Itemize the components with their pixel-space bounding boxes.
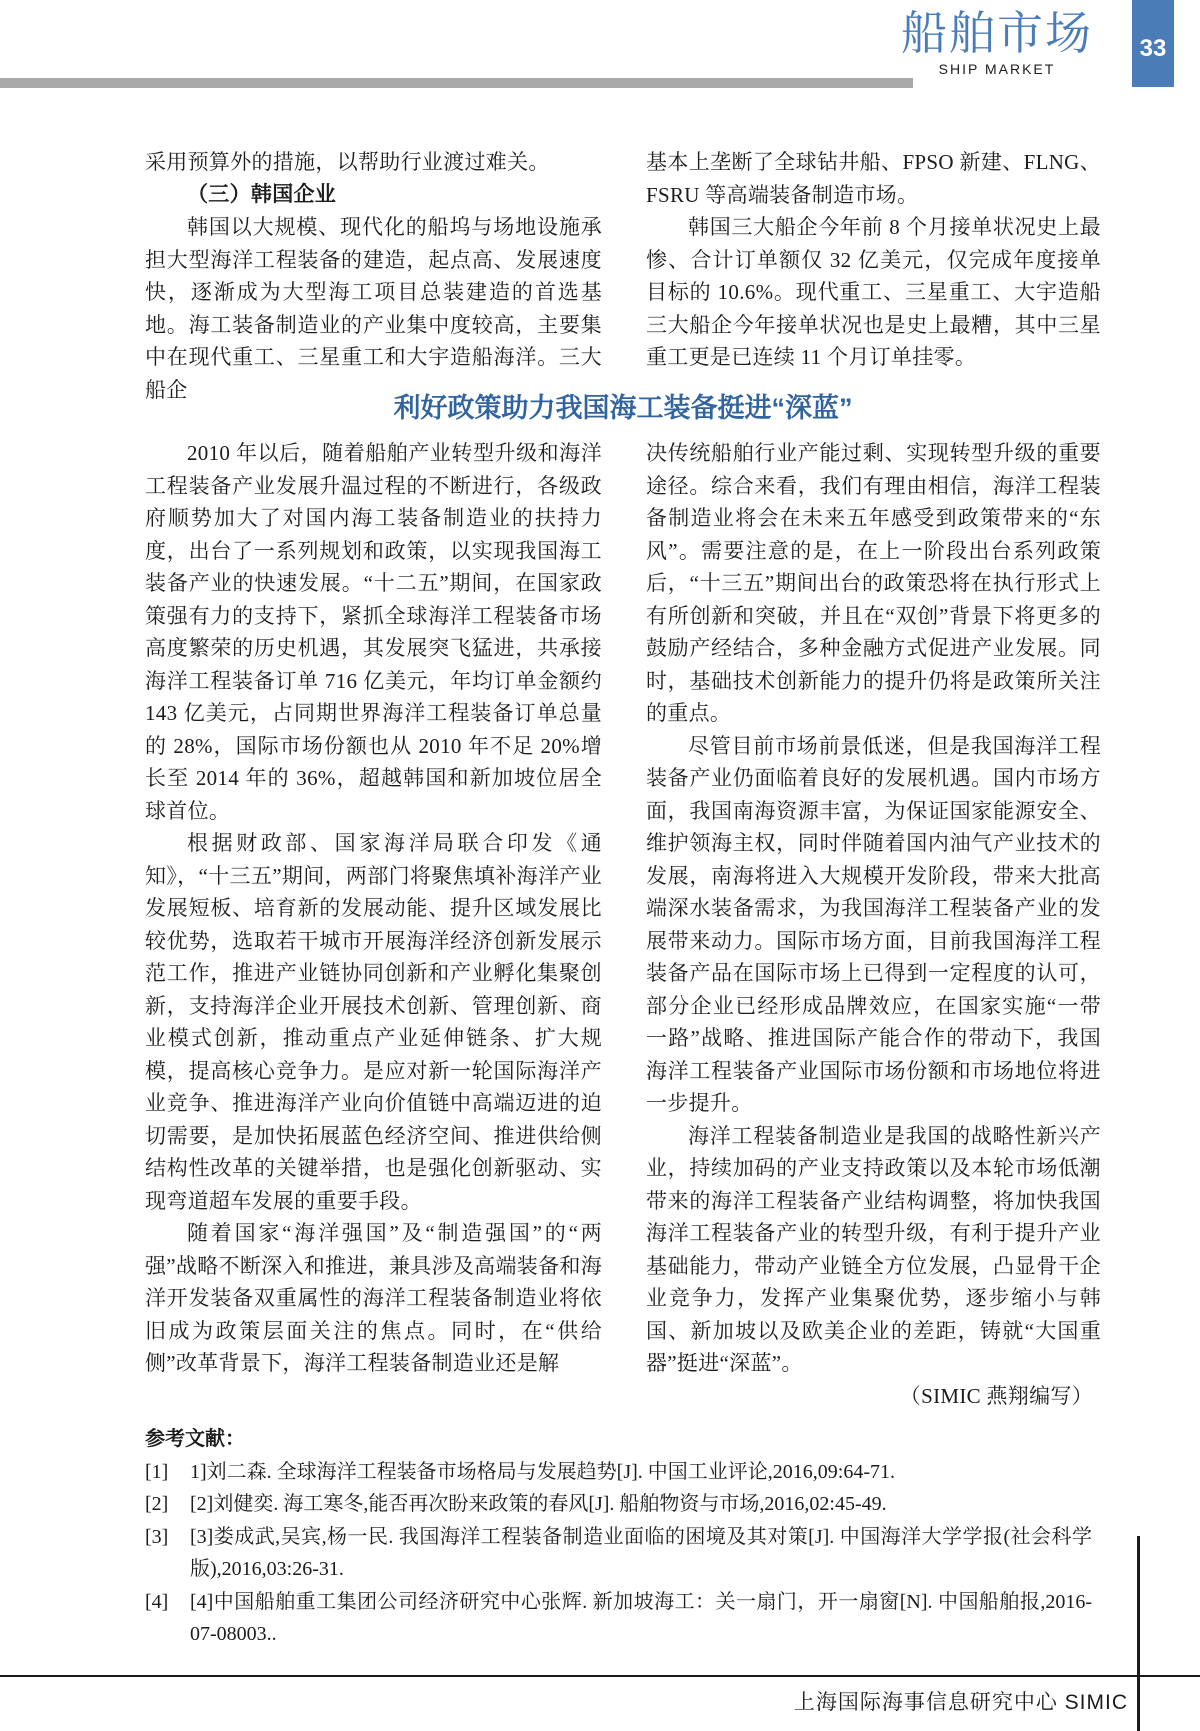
article-paragraph: 根据财政部、国家海洋局联合印发《通知》，“十三五”期间，两部门将聚焦填补海洋产业发展短板、培育新的发展动能、提升区域发展比较优势，选取若干城市开展海洋经济创新发展示范工作，推进产业链协同创新和产业孵化集聚创新，支持海洋企业开展技术创新、管理创新、商业模式创新，推动重点产业延伸链条、扩大规模，提高核心竞争力。是应对新一轮国际海洋产业竞争、推进海洋产业向价值链中高端迈进的迫切需要，是加快拓展蓝色经济空间、推进供给侧结构性改革的关键举措，也是强化创新驱动、实现弯道超车发展的重要手段。 <box>145 831 602 1213</box>
article-byline: （SIMIC 燕翔编写） <box>899 1383 1093 1408</box>
reference-label: [4] <box>145 1590 169 1613</box>
reference-text: [4]中国船舶重工集团公司经济研究中心张辉. 新加坡海工：关一扇门，开一扇窗[N]. 中国船舶报,2016-07-08003.. <box>190 1590 1092 1645</box>
top-right-column <box>646 146 1101 374</box>
reference-label: [1] <box>145 1460 169 1483</box>
section-title-cn: 船舶市场 <box>901 7 1093 59</box>
article-paragraph: 尽管目前市场前景低迷，但是我国海洋工程装备产业仍面临着良好的发展机遇。国内市场方面，我国南海资源丰富，为保证国家能源安全、维护领海主权，同时伴随着国内油气产业技术的发展，南海将进入大规模开发阶段，带来大批高端深水装备需求，为我国海洋工程装备产业的发展带来动力。国际市场方面，目前我国海洋工程装备产品在国际市场上已得到一定程度的认可，部分企业已经形成品牌效应，在国家实施“一带一路”战略、推进国际产能合作的带动下，我国海洋工程装备产业国际市场份额和市场地位将进一步提升。 <box>646 733 1101 1115</box>
paragraph-continuation: 基本上垄断了全球钻井船、FPSO 新建、FLNG、FSRU 等高端装备制造市场。 <box>646 150 1101 207</box>
references-section <box>145 1423 1092 1651</box>
article-left-column <box>145 437 602 1380</box>
footer-vertical-rule <box>1137 1536 1140 1731</box>
footer-publisher: 上海国际海事信息研究中心 SIMIC <box>793 1691 1128 1714</box>
reference-item <box>145 1586 1092 1651</box>
top-left-column <box>145 146 602 406</box>
reference-text: [2]刘健奕. 海工寒冬,能否再次盼来政策的春风[J]. 船舶物资与市场,2016,02:45-49. <box>190 1493 887 1515</box>
article-paragraph: 2010 年以后，随着船舶产业转型升级和海洋工程装备产业发展升温过程的不断进行，各级政府顺势加大了对国内海工装备制造业的扶持力度，出台了一系列规划和政策，以实现我国海工装备产业的快速发展。“十二五”期间，在国家政策强有力的支持下，紧抓全球海洋工程装备市场高度繁荣的历史机遇，其发展突飞猛进，共承接海洋工程装备订单 716 亿美元，年均订单金额约 143 亿美元，占同期世界海洋工程装备订单总量的 28%，国际市场份额也从 2010 年不足 20%增长至 2014 年的 36%，超越韩国和新加坡位居全球首位。 <box>145 441 602 823</box>
reference-label: [3] <box>145 1525 169 1548</box>
article-right-column <box>646 437 1101 1412</box>
references-heading: 参考文献： <box>145 1428 245 1450</box>
article-paragraph-continuation: 决传统船舶行业产能过剩、实现转型升级的重要途径。综合来看，我们有理由相信，海洋工程装备制造业将会在未来五年感受到政策带来的“东风”。需要注意的是，在上一阶段出台系列政策后，“十三五”期间出台的政策恐将在执行形式上有所创新和突破，并且在“双创”背景下将更多的鼓励产经结合，多种金融方式促进产业发展。同时，基础技术创新能力的提升仍将是政策所关注的重点。 <box>646 441 1101 725</box>
footer-horizontal-rule <box>0 1675 1200 1677</box>
reference-label: [2] <box>145 1493 169 1515</box>
paragraph-continuation: 采用预算外的措施，以帮助行业渡过难关。 <box>145 150 550 174</box>
article-paragraph: 随着国家“海洋强国”及“制造强国”的“两强”战略不断深入和推进，兼具涉及高端装备和海洋开发装备双重属性的海洋工程装备制造业将依旧成为政策层面关注的焦点。同时，在“供给侧”改革背景下，海洋工程装备制造业还是解 <box>145 1221 602 1375</box>
page-number-box <box>1132 0 1174 87</box>
reference-text: 1]刘二森. 全球海洋工程装备市场格局与发展趋势[J]. 中国工业评论,2016,09:64-71. <box>190 1460 895 1483</box>
reference-item <box>145 1521 1092 1586</box>
paragraph: 韩国以大规模、现代化的船坞与场地设施承担大型海洋工程装备的建造，起点高、发展速度快，逐渐成为大型海工项目总装建造的首选基地。海工装备制造业的产业集中度较高，主要集中在现代重工、三星重工和大宇造船海洋。三大船企 <box>145 215 602 402</box>
header-gray-rule <box>0 78 913 88</box>
subsection-heading: （三）韩国企业 <box>187 182 337 206</box>
page-number: 33 <box>1139 34 1167 62</box>
article-paragraph: 海洋工程装备制造业是我国的战略性新兴产业，持续加码的产业支持政策以及本轮市场低潮带来的海洋工程装备产业结构调整，将加快我国海洋工程装备产业的转型升级，有利于提升产业基础能力，带动产业链全方位发展，凸显骨干企业竞争力，发挥产业集聚优势，逐步缩小与韩国、新加坡以及欧美企业的差距，铸就“大国重器”挺进“深蓝”。 <box>646 1123 1101 1375</box>
article-title: 利好政策助力我国海工装备挺进“深蓝” <box>393 393 853 423</box>
reference-text: [3]娄成武,吴宾,杨一民. 我国海洋工程装备制造业面临的困境及其对策[J]. 中国海洋大学学报(社会科学版),2016,03:26-31. <box>190 1525 1092 1580</box>
paragraph: 韩国三大船企今年前 8 个月接单状况史上最惨、合计订单额仅 32 亿美元，仅完成年度接单目标的 10.6%。现代重工、三星重工、大宇造船三大船企今年接单状况也是史上最糟，其中三星重工更是已连续 11 个月订单挂零。 <box>646 215 1101 369</box>
section-title-en: SHIP MARKET <box>938 61 1056 77</box>
reference-item <box>145 1456 1092 1489</box>
section-header <box>901 8 1093 77</box>
reference-item <box>145 1488 1092 1521</box>
